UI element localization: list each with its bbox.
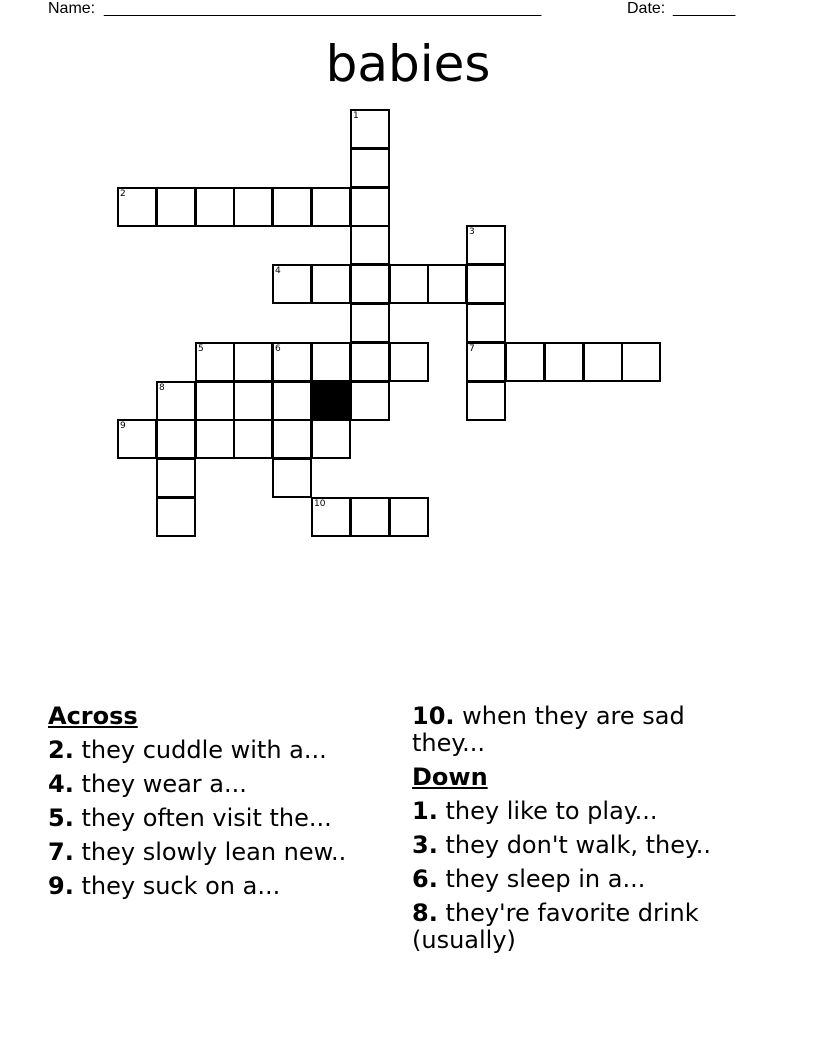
grid-cell[interactable] bbox=[389, 342, 429, 382]
name-label: Name: bbox=[48, 0, 96, 17]
clue-number: 7 bbox=[469, 344, 475, 354]
grid-cell[interactable] bbox=[621, 342, 661, 382]
grid-cell[interactable] bbox=[156, 187, 196, 227]
grid-cell[interactable] bbox=[272, 342, 312, 382]
grid-cell[interactable] bbox=[272, 458, 312, 498]
clue-down-8: 8. they're favorite drink (usually) bbox=[412, 899, 699, 954]
clue-across-4: 4. they wear a... bbox=[48, 770, 247, 798]
grid-cell[interactable] bbox=[311, 342, 351, 382]
grid-cell[interactable] bbox=[156, 458, 196, 498]
down-heading: Down bbox=[412, 763, 488, 791]
grid-cell[interactable] bbox=[311, 187, 351, 227]
clue-number: 2 bbox=[120, 189, 126, 199]
grid-cell[interactable] bbox=[350, 381, 390, 421]
grid-cell[interactable] bbox=[544, 342, 584, 382]
grid-cell[interactable] bbox=[466, 381, 506, 421]
grid-cell[interactable] bbox=[195, 187, 235, 227]
clues-column-right bbox=[412, 703, 742, 961]
grid-cell[interactable] bbox=[195, 419, 235, 459]
across-heading: Across bbox=[48, 702, 138, 730]
grid-cell[interactable] bbox=[272, 419, 312, 459]
grid-cell[interactable] bbox=[195, 342, 235, 382]
grid-cell[interactable] bbox=[311, 419, 351, 459]
clue-number: 10 bbox=[314, 499, 326, 509]
clue-down-3: 3. they don't walk, they.. bbox=[412, 831, 712, 859]
grid-cell[interactable] bbox=[505, 342, 545, 382]
grid-cell[interactable] bbox=[350, 303, 390, 343]
clue-down-6: 6. they sleep in a... bbox=[412, 865, 646, 893]
grid-cell[interactable] bbox=[272, 264, 312, 304]
grid-cell[interactable] bbox=[156, 419, 196, 459]
grid-cell[interactable] bbox=[233, 419, 273, 459]
grid-cell[interactable] bbox=[389, 497, 429, 537]
clues-column-left bbox=[48, 703, 398, 907]
grid-cell[interactable] bbox=[466, 264, 506, 304]
date-line[interactable]: _______ bbox=[673, 0, 736, 17]
clue-number: 6 bbox=[275, 344, 281, 354]
clue-number: 9 bbox=[120, 421, 126, 431]
grid-cell[interactable] bbox=[156, 381, 196, 421]
clue-down-1: 1. they like to play... bbox=[412, 797, 658, 825]
clue-across-5: 5. they often visit the... bbox=[48, 804, 332, 832]
grid-cell[interactable] bbox=[350, 109, 390, 149]
clue-number: 5 bbox=[198, 344, 204, 354]
grid-cell[interactable] bbox=[233, 381, 273, 421]
grid-cell[interactable] bbox=[233, 187, 273, 227]
grid-cell[interactable] bbox=[466, 225, 506, 265]
grid-cell[interactable] bbox=[272, 187, 312, 227]
grid-cell[interactable] bbox=[195, 381, 235, 421]
grid-cell[interactable] bbox=[350, 148, 390, 188]
grid-cell[interactable] bbox=[427, 264, 467, 304]
clue-number: 3 bbox=[469, 227, 475, 237]
clue-across-7: 7. they slowly lean new.. bbox=[48, 838, 347, 866]
date-label: Date: bbox=[627, 0, 666, 17]
grid-cell[interactable] bbox=[156, 497, 196, 537]
grid-cell[interactable] bbox=[350, 187, 390, 227]
grid-cell[interactable] bbox=[466, 303, 506, 343]
grid-cell-blocked bbox=[311, 381, 351, 421]
grid-cell[interactable] bbox=[350, 264, 390, 304]
grid-cell[interactable] bbox=[583, 342, 623, 382]
clue-number: 1 bbox=[353, 111, 359, 121]
clue-number: 8 bbox=[159, 383, 165, 393]
grid-cell[interactable] bbox=[311, 264, 351, 304]
clue-across-10: 10. when they are sad they... bbox=[412, 702, 685, 757]
grid-cell[interactable] bbox=[117, 419, 157, 459]
name-line[interactable]: ____________________________________________________ bbox=[104, 0, 541, 17]
grid-cell[interactable] bbox=[389, 264, 429, 304]
grid-cell[interactable] bbox=[233, 342, 273, 382]
grid-cell[interactable] bbox=[350, 497, 390, 537]
clue-across-9: 9. they suck on a... bbox=[48, 872, 281, 900]
grid-cell[interactable] bbox=[350, 342, 390, 382]
page-title: babies bbox=[325, 35, 491, 93]
grid-cell[interactable] bbox=[311, 497, 351, 537]
grid-cell[interactable] bbox=[117, 187, 157, 227]
grid-cell[interactable] bbox=[466, 342, 506, 382]
grid-cell[interactable] bbox=[272, 381, 312, 421]
grid-cell[interactable] bbox=[350, 225, 390, 265]
clue-number: 4 bbox=[275, 266, 281, 276]
clue-across-2: 2. they cuddle with a... bbox=[48, 736, 327, 764]
